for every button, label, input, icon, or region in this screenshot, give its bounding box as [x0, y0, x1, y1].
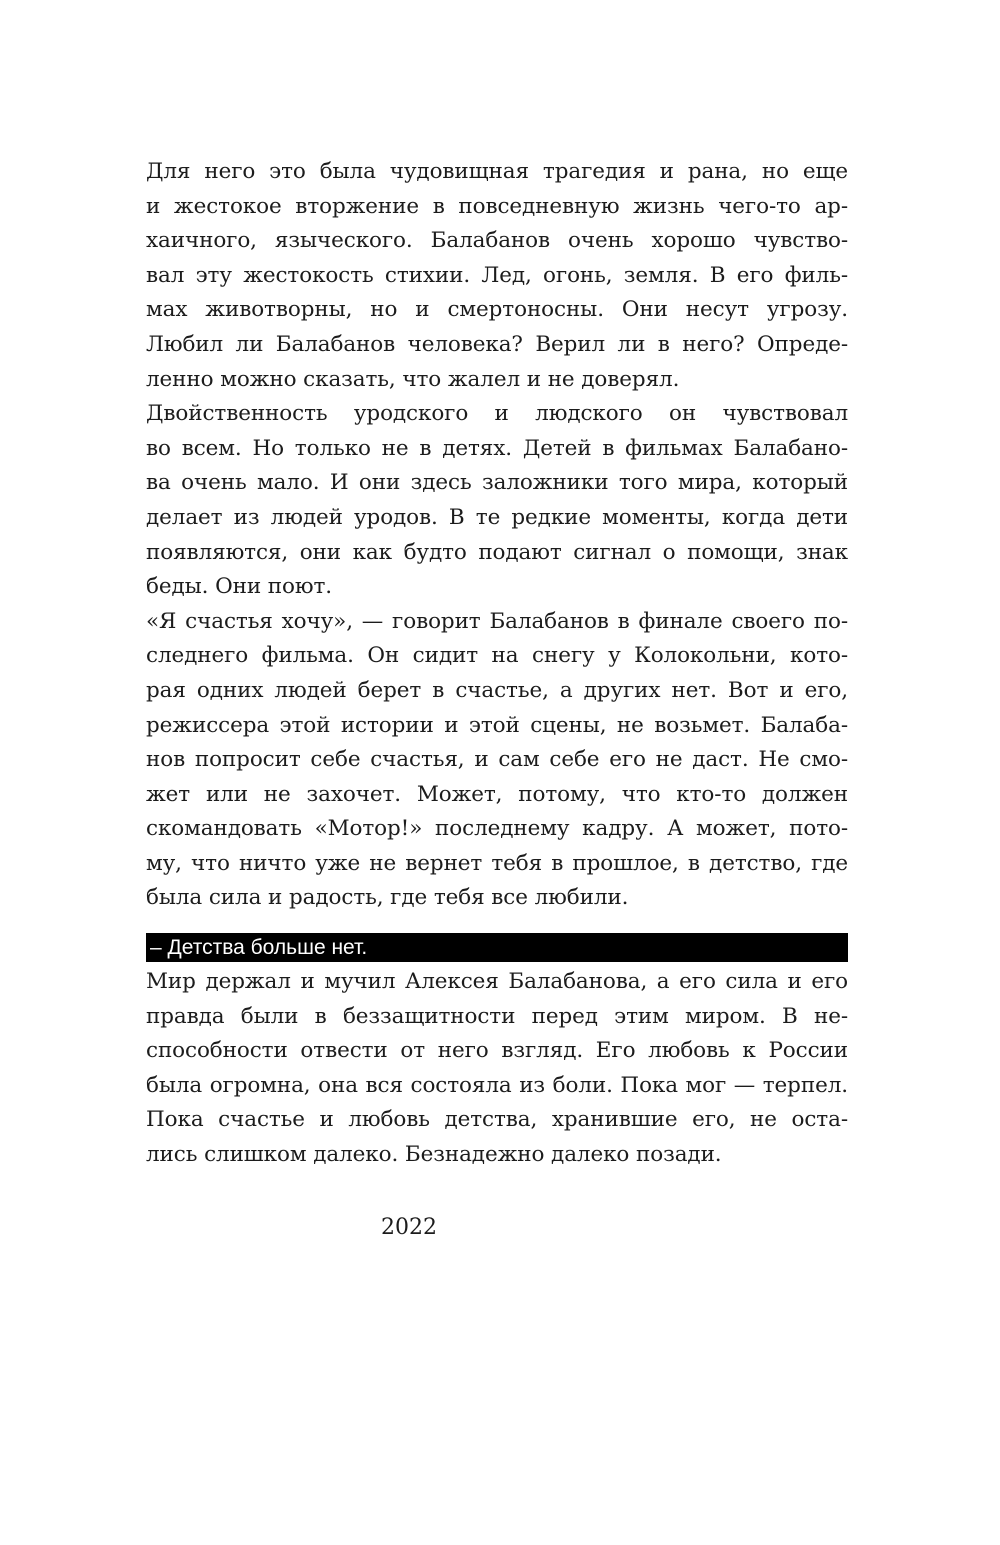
year-signature: 2022: [381, 1215, 437, 1240]
main-text-block: [146, 155, 848, 916]
text-line: Любил ли Балабанов человека? Верил ли в него? Опреде-: [146, 331, 848, 357]
text-line: и жестокое вторжение в повседневную жизнь чего-то ар-: [146, 193, 848, 219]
text-line: нов попросит себе счастья, и сам себе его не даст. Не смо-: [146, 747, 848, 773]
text-line: Двойственность уродского и людского он чувствовал: [146, 401, 848, 427]
text-line: Пока счастье и любовь детства, хранившие его, не оста-: [146, 1107, 848, 1133]
text-line: следнего фильма. Он сидит на снегу у Колокольни, кото-: [146, 643, 848, 669]
closing-text-block: [146, 965, 848, 1173]
text-line: ленно можно сказать, что жалел и не доверял.: [146, 366, 680, 392]
text-line: Для него это была чудовищная трагедия и рана, но еще: [146, 159, 848, 184]
text-line: способности отвести от него взгляд. Его любовь к России: [146, 1038, 848, 1064]
text-line: вал эту жестокость стихии. Лед, огонь, земля. В его филь-: [146, 262, 848, 288]
text-line: лись слишком далеко. Безнадежно далеко позади.: [146, 1141, 722, 1167]
text-line: правда были в беззащитности перед этим миром. В не-: [146, 1003, 848, 1029]
text-line: беды. Они поют.: [146, 574, 333, 600]
text-line: была огромна, она вся состояла из боли. Пока мог — терпел.: [146, 1072, 848, 1098]
text-line: «Я счастья хочу», — говорит Балабанов в финале своего по-: [146, 608, 848, 634]
text-line: делает из людей уродов. В те редкие моменты, когда дети: [146, 504, 848, 530]
text-line: ва очень мало. И они здесь заложники того мира, который: [146, 470, 848, 496]
text-line: му, что ничто уже не вернет тебя в прошлое, в детство, где: [146, 850, 848, 876]
text-line: во всем. Но только не в детях. Детей в фильмах Балабано-: [146, 435, 848, 461]
text-line: была сила и радость, где тебя все любили.: [146, 885, 629, 911]
text-line: режиссера этой истории и этой сцены, не возьмет. Балаба-: [146, 712, 848, 738]
text-line: жет или не захочет. Может, потому, что кто-то должен: [146, 781, 848, 807]
text-line: появляются, они как будто подают сигнал о помощи, знак: [146, 539, 848, 565]
highlighted-phrase: – Детства больше нет.: [146, 933, 848, 962]
text-line: мах животворны, но и смертоносны. Они несут угрозу.: [146, 297, 848, 323]
text-line: рая одних людей берет в счастье, а других нет. Вот и его,: [146, 677, 848, 703]
text-line: скомандовать «Мотор!» последнему кадру. А может, пото-: [146, 816, 848, 842]
text-line: хаичного, языческого. Балабанов очень хорошо чувство-: [146, 228, 848, 254]
text-line: Мир держал и мучил Алексея Балабанова, а его сила и его: [146, 969, 848, 994]
